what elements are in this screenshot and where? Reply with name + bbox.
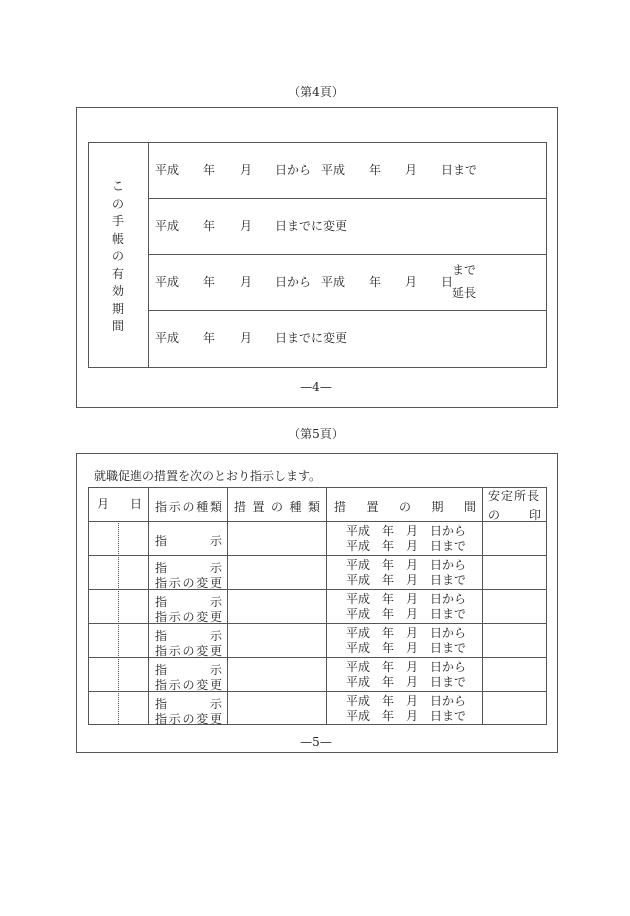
kind-char: 変 — [196, 576, 209, 590]
kind-char: 変 — [196, 644, 209, 658]
period-from: 平成 — [346, 592, 371, 606]
kind-char: の — [182, 678, 195, 692]
header-char: の — [270, 500, 283, 514]
date-text: 月 — [240, 331, 253, 345]
kind-char: 更 — [209, 644, 222, 658]
kind-char: 指 — [155, 678, 168, 692]
intro-text: 就職促進の措置を次のとおり指示します。 — [94, 469, 322, 483]
header-char: 印 — [528, 508, 541, 522]
period-to: 月 — [406, 709, 419, 723]
kind-char: 指 — [155, 697, 168, 711]
divider — [148, 310, 547, 311]
period-from: 平成 — [346, 694, 371, 708]
period-to: 年 — [382, 607, 395, 621]
kind-char: 指 — [155, 595, 168, 609]
header-char: 示 — [168, 500, 181, 514]
kind-char: 更 — [209, 576, 222, 590]
period-to: 日まで — [430, 641, 467, 655]
period-to: 日まで — [430, 539, 467, 553]
kind-char: 示 — [209, 697, 222, 711]
header-char: の — [398, 500, 411, 514]
kind-char: 示 — [168, 610, 181, 624]
period-to: 平成 — [346, 709, 371, 723]
period-to: 年 — [382, 573, 395, 587]
period-to: 日まで — [430, 573, 467, 587]
kind-char: 更 — [209, 712, 222, 726]
kind-char: 指 — [155, 610, 168, 624]
header-char: 種 — [289, 500, 302, 514]
date-text: 日までに変更 — [275, 331, 348, 345]
period-from: 年 — [382, 558, 395, 572]
period-from: 月 — [406, 660, 419, 674]
kind-char: 示 — [209, 595, 222, 609]
kind-char: 示 — [209, 561, 222, 575]
period-from: 月 — [406, 592, 419, 606]
instruction-change — [155, 710, 222, 727]
kind-char: 指 — [155, 644, 168, 658]
period-from: 日から — [430, 524, 467, 538]
period-to: 年 — [382, 675, 395, 689]
date-text: 平成 — [321, 163, 346, 177]
period-from: 年 — [382, 524, 395, 538]
period-to: 日まで — [430, 607, 467, 621]
date-text: 日まで — [441, 163, 478, 177]
date-text: 年 — [203, 219, 216, 233]
validity-period-label: この手帳の有効期間 — [111, 179, 124, 333]
kind-char: 示 — [168, 678, 181, 692]
header-char: 種 — [196, 500, 209, 514]
kind-char: 指 — [155, 534, 168, 548]
period-to: 日まで — [430, 709, 467, 723]
header-char: 措 — [334, 500, 347, 514]
period-from: 年 — [382, 592, 395, 606]
kind-char: の — [182, 610, 195, 624]
period-to: 月 — [406, 539, 419, 553]
kind-char: 変 — [196, 678, 209, 692]
header-month: 月 — [97, 497, 110, 511]
date-text: 平成 — [155, 163, 180, 177]
period-to: 月 — [406, 607, 419, 621]
period-from: 年 — [382, 660, 395, 674]
date-text: 月 — [405, 275, 418, 289]
header-char: 指 — [155, 500, 168, 514]
period-from: 平成 — [346, 626, 371, 640]
date-text: 日から — [275, 163, 312, 177]
instruction-kind — [155, 532, 222, 549]
page5-footer: —5— — [300, 735, 332, 749]
period-to: 年 — [382, 539, 395, 553]
page5-title: （第5頁） — [288, 427, 344, 441]
until-text: まで — [452, 263, 477, 277]
kind-char: 示 — [209, 663, 222, 677]
kind-char: 変 — [196, 712, 209, 726]
period-to: 平成 — [346, 641, 371, 655]
period-from: 年 — [382, 694, 395, 708]
header-instruction-kind — [155, 498, 222, 515]
page4-footer: —4— — [300, 380, 332, 394]
period-to: 月 — [406, 641, 419, 655]
date-text: 年 — [203, 331, 216, 345]
period-from: 日から — [430, 626, 467, 640]
date-text: 平成 — [321, 275, 346, 289]
period-to: 年 — [382, 709, 395, 723]
header-measure-period — [334, 498, 476, 515]
header-stamp-line1: 安定所長 — [488, 489, 541, 503]
kind-char: 示 — [209, 534, 222, 548]
period-from: 月 — [406, 558, 419, 572]
header-measure-kind — [234, 498, 320, 515]
date-text: 年 — [369, 275, 382, 289]
period-to: 月 — [406, 675, 419, 689]
divider — [148, 198, 547, 199]
date-text: 日から — [275, 275, 312, 289]
kind-char: 示 — [209, 629, 222, 643]
date-text: 月 — [240, 163, 253, 177]
header-day: 日 — [130, 497, 143, 511]
date-text: 日までに変更 — [275, 219, 348, 233]
period-to: 平成 — [346, 573, 371, 587]
date-text: 平成 — [155, 331, 180, 345]
kind-char: 指 — [155, 712, 168, 726]
kind-char: の — [182, 644, 195, 658]
kind-char: 指 — [155, 561, 168, 575]
header-char: 置 — [252, 500, 265, 514]
kind-char: 変 — [196, 610, 209, 624]
date-text: 年 — [203, 163, 216, 177]
date-text: 月 — [240, 275, 253, 289]
date-text: 平成 — [155, 275, 180, 289]
header-char: 期 — [431, 500, 444, 514]
date-text: 年 — [369, 163, 382, 177]
extension-text: 延長 — [452, 286, 477, 300]
period-from: 月 — [406, 694, 419, 708]
period-to: 平成 — [346, 675, 371, 689]
period-from: 月 — [406, 626, 419, 640]
header-char: 措 — [234, 500, 247, 514]
period-to: 平成 — [346, 539, 371, 553]
period-from: 平成 — [346, 558, 371, 572]
period-to: 年 — [382, 641, 395, 655]
divider — [148, 142, 149, 368]
header-char: の — [182, 500, 195, 514]
period-to: 日まで — [430, 675, 467, 689]
date-text: 平成 — [155, 219, 180, 233]
header-char: 類 — [307, 500, 320, 514]
period-to: 月 — [406, 573, 419, 587]
date-text: 日 — [441, 275, 454, 289]
kind-char: の — [182, 712, 195, 726]
period-from: 平成 — [346, 524, 371, 538]
period-from: 年 — [382, 626, 395, 640]
kind-char: 更 — [209, 678, 222, 692]
kind-char: 示 — [168, 576, 181, 590]
date-text: 月 — [240, 219, 253, 233]
kind-char: 指 — [155, 629, 168, 643]
period-from: 月 — [406, 524, 419, 538]
header-char: 間 — [463, 500, 476, 514]
header-char: の — [488, 508, 501, 522]
divider — [148, 254, 547, 255]
header-char: 類 — [209, 500, 222, 514]
kind-char: 更 — [209, 610, 222, 624]
kind-char: 指 — [155, 576, 168, 590]
kind-char: 示 — [168, 712, 181, 726]
period-from: 日から — [430, 694, 467, 708]
date-text: 年 — [203, 275, 216, 289]
period-to: 平成 — [346, 607, 371, 621]
period-from: 日から — [430, 592, 467, 606]
kind-char: 指 — [155, 663, 168, 677]
period-from: 日から — [430, 558, 467, 572]
kind-char: の — [182, 576, 195, 590]
page4-title: （第4頁） — [288, 85, 344, 99]
header-char: 置 — [366, 500, 379, 514]
kind-char: 示 — [168, 644, 181, 658]
date-text: 月 — [405, 163, 418, 177]
period-from: 平成 — [346, 660, 371, 674]
period-from: 日から — [430, 660, 467, 674]
